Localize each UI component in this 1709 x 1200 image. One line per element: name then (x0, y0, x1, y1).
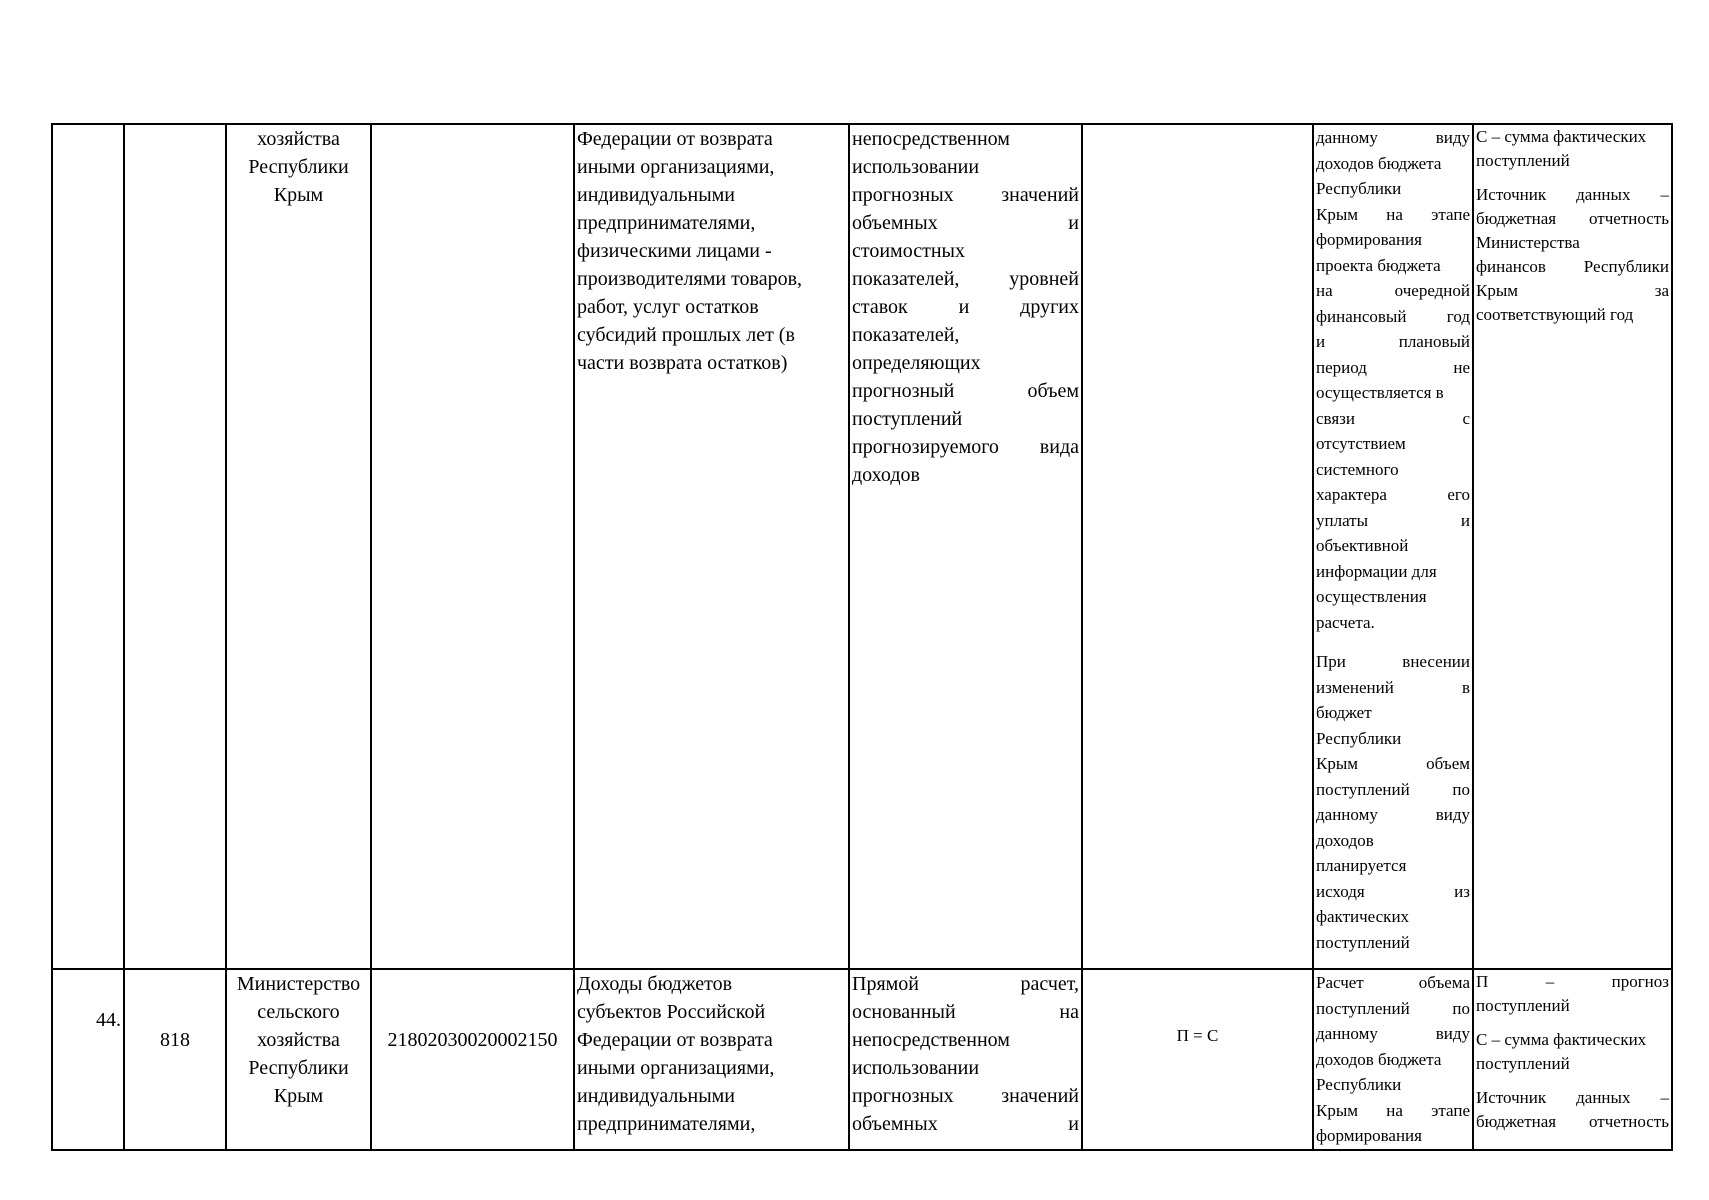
income-name-line: иными организациями, (577, 156, 775, 178)
algorithm-line: и плановый (1316, 332, 1470, 351)
cell-income-name (574, 969, 849, 1150)
income-name-line: Доходы бюджетов (577, 973, 733, 995)
income-name-line: производителями товаров, (577, 268, 803, 290)
income-name-line: физическими лицами - (577, 240, 772, 262)
income-name-line: Федерации от возврата (577, 1029, 773, 1051)
admin-name-line: Министерство (236, 973, 361, 995)
paragraph-gap (1476, 1076, 1669, 1086)
cell-formula (1082, 969, 1313, 1150)
cell-legend (1473, 124, 1672, 969)
formula: П = С (1176, 1026, 1219, 1045)
algorithm-line: данному виду (1316, 1024, 1470, 1043)
method-line: прогнозный объем (852, 380, 1079, 402)
algorithm-line: формирования (1316, 1126, 1422, 1145)
budget-methodology-table (51, 123, 1673, 1151)
algorithm-line: фактических (1316, 907, 1410, 926)
algorithm-line: характера его (1316, 485, 1470, 504)
legend-line: Источник данных – (1476, 185, 1669, 204)
method-line: определяющих (852, 352, 981, 374)
algorithm-line: бюджет (1316, 703, 1372, 722)
algorithm-line: осуществляется в (1316, 383, 1444, 402)
paragraph-gap (1476, 1018, 1669, 1028)
method-line: объемных и (852, 212, 1079, 234)
income-name-line: субсидий прошлых лет (в (577, 324, 795, 346)
legend-line: П – прогноз (1476, 972, 1669, 991)
legend-line: бюджетная отчетность (1476, 1112, 1669, 1131)
income-name-line: индивидуальными (577, 1085, 735, 1107)
row-number: 44. (96, 1009, 121, 1031)
kbk-code: 21802030020002150 (387, 1029, 558, 1051)
algorithm-line: данному виду (1316, 805, 1470, 824)
algorithm-line: Республики (1316, 179, 1402, 198)
algorithm-line: доходов бюджета (1316, 153, 1442, 173)
legend-line: Источник данных – (1476, 1088, 1669, 1107)
admin-name-line: Республики (248, 1057, 349, 1079)
admin-name-line: хозяйства (257, 1029, 340, 1051)
paragraph-gap (1316, 635, 1470, 649)
legend-line: поступлений (1476, 151, 1570, 170)
algorithm-line: Крым объем (1316, 754, 1470, 773)
algorithm-line: исходя из (1316, 881, 1470, 901)
legend-line: поступлений (1476, 996, 1570, 1015)
cell-algorithm (1313, 124, 1473, 969)
cell-number (52, 969, 124, 1150)
cell-algorithm (1313, 969, 1473, 1150)
method-line: доходов (852, 464, 920, 486)
legend-line: С – сумма фактических (1476, 1030, 1647, 1049)
legend-line: бюджетная отчетность (1476, 209, 1669, 228)
algorithm-line: доходов бюджета (1316, 1049, 1442, 1069)
admin-code: 818 (160, 1029, 190, 1051)
table-row-44 (52, 969, 1672, 1150)
method-line: использовании (852, 156, 980, 178)
table-row-continuation (52, 124, 1672, 969)
income-name-line: предпринимателями, (577, 1113, 756, 1135)
paragraph-gap (1476, 173, 1669, 183)
algorithm-line: формирования (1316, 230, 1422, 249)
algorithm-line: Республики (1316, 728, 1402, 748)
cell-formula (1082, 124, 1313, 969)
income-name-line: индивидуальными (577, 184, 735, 206)
method-line: показателей, уровней (852, 268, 1079, 290)
method-line: показателей, (852, 324, 960, 346)
cell-legend (1473, 969, 1672, 1150)
algorithm-line: поступлений по (1316, 779, 1470, 799)
algorithm-line: финансовый год (1316, 306, 1470, 326)
income-name-line: иными организациями, (577, 1057, 775, 1079)
method-line: прогнозных значений (852, 184, 1079, 206)
legend-line: Министерства (1476, 233, 1580, 252)
legend-line: Крым за (1476, 281, 1669, 300)
algorithm-line: на очередной (1316, 281, 1470, 300)
legend-line: поступлений (1476, 1054, 1570, 1073)
algorithm-line: осуществления (1316, 587, 1427, 606)
algorithm-line: Крым на этапе (1316, 1100, 1470, 1120)
income-name-line: субъектов Российской (577, 1001, 766, 1023)
method-line: ставок и других (852, 296, 1079, 318)
cell-admin-code (124, 124, 226, 969)
legend-line: соответствующий год (1476, 305, 1634, 324)
cell-number (52, 124, 124, 969)
legend-line: финансов Республики (1476, 257, 1669, 276)
method-line: основанный на (852, 1001, 1079, 1023)
income-name-line: Федерации от возврата (577, 128, 773, 150)
income-name-line: части возврата остатков) (577, 352, 788, 374)
method-line: стоимостных (852, 240, 965, 262)
algorithm-line: связи с (1316, 408, 1470, 428)
cell-kbk-code (371, 969, 574, 1150)
legend-line: С – сумма фактических (1476, 127, 1647, 146)
income-name-line: работ, услуг остатков (577, 296, 759, 318)
algorithm-line: уплаты и (1316, 510, 1470, 530)
admin-name-line: Крым (273, 184, 324, 206)
algorithm-line: При внесении (1316, 652, 1470, 671)
admin-name-line: хозяйства (257, 128, 340, 150)
method-line: непосредственном (852, 1029, 1010, 1051)
cell-income-name (574, 124, 849, 969)
algorithm-line: период не (1316, 357, 1470, 377)
cell-admin-code (124, 969, 226, 1150)
algorithm-line: данному виду (1316, 128, 1470, 147)
admin-name-line: Республики (248, 156, 349, 178)
cell-kbk-code (371, 124, 574, 969)
algorithm-line: поступлений (1316, 932, 1410, 952)
algorithm-line: доходов (1316, 830, 1374, 850)
method-line: объемных и (852, 1113, 1079, 1135)
algorithm-line: отсутствием (1316, 434, 1406, 453)
cell-method (849, 124, 1082, 969)
algorithm-line: информации для (1316, 561, 1437, 581)
algorithm-line: объективной (1316, 536, 1409, 555)
algorithm-line: проекта бюджета (1316, 255, 1441, 275)
admin-name-line: сельского (257, 1001, 340, 1023)
algorithm-line: расчета. (1316, 612, 1375, 632)
algorithm-line: системного (1316, 459, 1399, 479)
method-line: поступлений (852, 408, 963, 430)
method-line: прогнозируемого вида (852, 436, 1079, 458)
method-line: непосредственном (852, 128, 1010, 150)
algorithm-line: изменений в (1316, 677, 1470, 697)
algorithm-line: Республики (1316, 1075, 1402, 1094)
admin-name-line: Крым (273, 1085, 324, 1107)
income-name-line: предпринимателями, (577, 212, 756, 234)
algorithm-line: Крым на этапе (1316, 204, 1470, 224)
cell-admin-name (226, 124, 371, 969)
method-line: Прямой расчет, (852, 973, 1079, 995)
method-line: прогнозных значений (852, 1085, 1079, 1107)
algorithm-line: планируется (1316, 856, 1407, 875)
cell-method (849, 969, 1082, 1150)
method-line: использовании (852, 1057, 980, 1079)
algorithm-line: Расчет объема (1316, 973, 1470, 992)
cell-admin-name (226, 969, 371, 1150)
algorithm-line: поступлений по (1316, 998, 1470, 1018)
